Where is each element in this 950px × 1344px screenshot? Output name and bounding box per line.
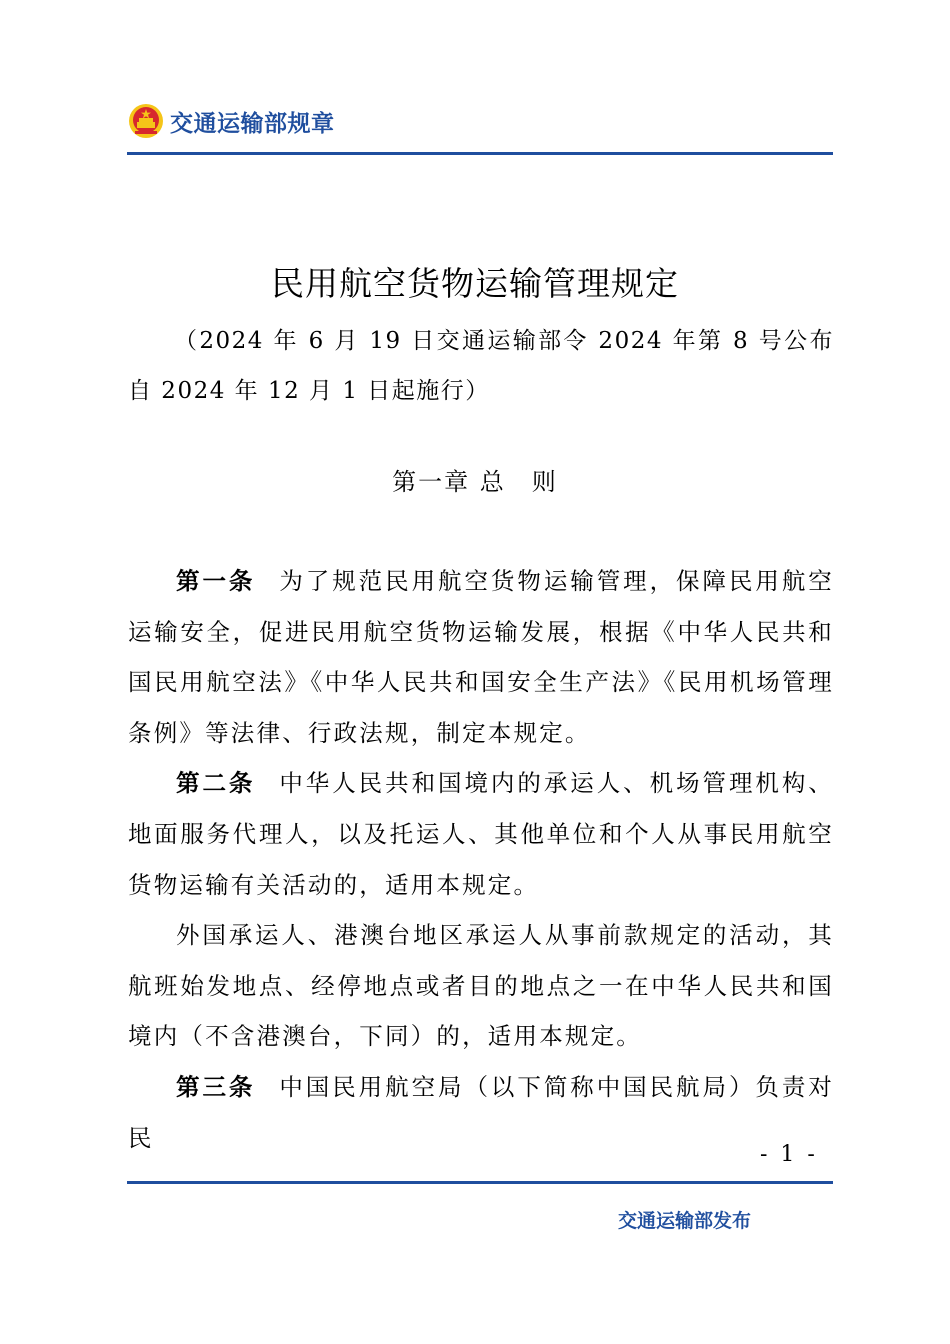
chapter-heading: 第一章 总 则 [392, 468, 558, 496]
national-emblem-icon [128, 103, 164, 139]
article-text: 外国承运人、港澳台地区承运人从事前款规定的活动，其航班始发地点、经停地点或者目的地点之一在中华人民共和国境内（不含港澳台，下同）的，适用本规定。 [128, 921, 834, 1051]
article-paragraph [128, 758, 834, 910]
article-paragraph [128, 556, 834, 758]
article-text: 为了规范民用航空货物运输管理，保障民用航空运输安全，促进民用航空货物运输发展，根据《中华人民共和国民用航空法》《中华人民共和国安全生产法》《民用机场管理条例》等法律、行政法规，制定本规定。 [128, 567, 834, 747]
article-paragraph [128, 1062, 834, 1163]
article-paragraph [128, 910, 834, 1062]
footer-publisher: 交通运输部发布 [618, 1210, 752, 1232]
header-title: 交通运输部规章 [170, 110, 335, 137]
header-divider [127, 152, 833, 155]
document-title: 民用航空货物运输管理规定 [271, 264, 679, 303]
article-text: 中国民用航空局（以下简称中国民航局）负责对民 [128, 1072, 834, 1152]
page-number: - 1 - [760, 1142, 818, 1167]
footer-divider [127, 1181, 833, 1184]
article-text: 中华人民共和国境内的承运人、机场管理机构、地面服务代理人，以及托运人、其他单位和个人从事民用航空货物运输有关活动的，适用本规定。 [128, 769, 834, 899]
header-brand [128, 100, 335, 142]
document-body [128, 556, 834, 1163]
article-label: 第三条 [176, 1072, 256, 1101]
promulgation-note: （2024 年 6 月 19 日交通运输部令 2024 年第 8 号公布 自 2024 年 12 月 1 日起施行） [128, 328, 859, 404]
article-label: 第二条 [176, 769, 256, 798]
article-label: 第一条 [176, 567, 256, 595]
